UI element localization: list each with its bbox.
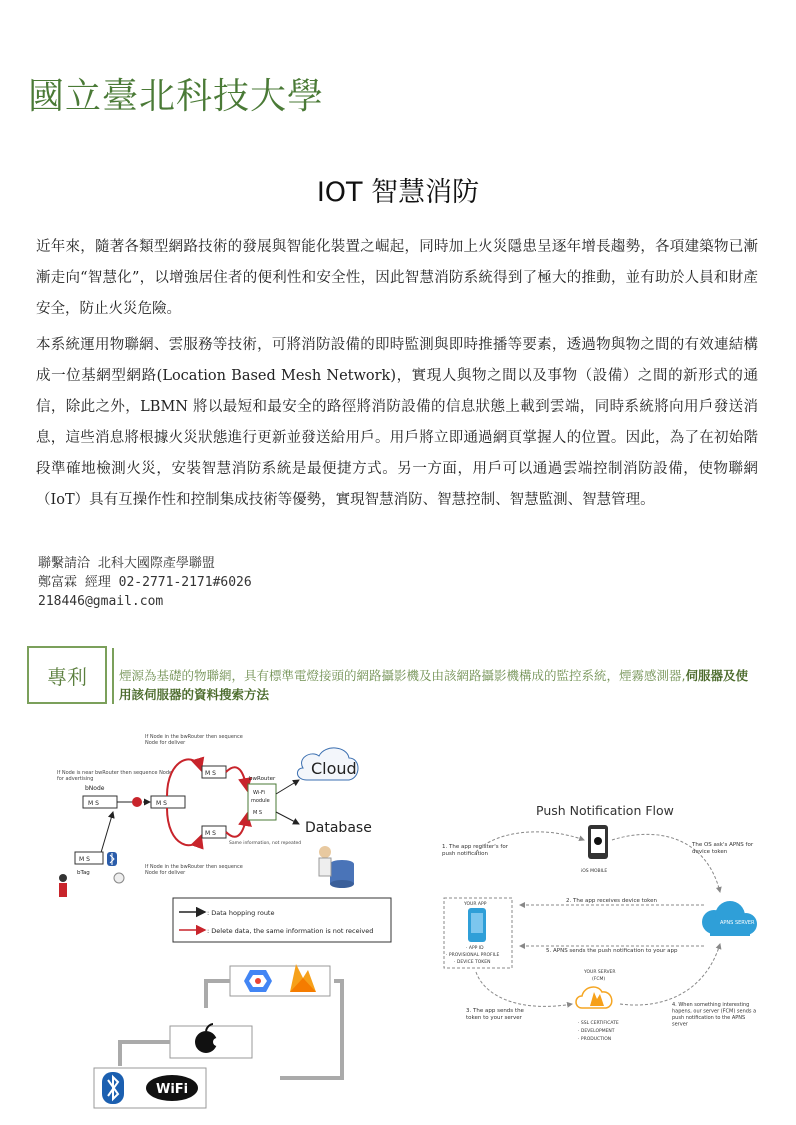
bnode-label: bNode xyxy=(85,785,105,792)
step1-label: 1. The app register's for push notification xyxy=(442,844,508,857)
patent-description xyxy=(119,666,749,704)
step5-label: 5. APNS sends the push notification to your app xyxy=(546,948,678,954)
legend-delete: : Delete data, the same information is not received xyxy=(207,927,374,935)
devtok-label: · DEVICE TOKEN xyxy=(454,960,491,965)
your-server-label: YOUR SERVER xyxy=(584,970,616,975)
university-name: 國立臺北科技大學 xyxy=(28,76,325,117)
device-icon xyxy=(114,873,124,883)
phone-icon xyxy=(588,825,608,859)
database-icon xyxy=(319,846,354,888)
database-label: Database xyxy=(305,820,372,836)
red-node xyxy=(132,797,142,807)
patent-text-bold: 伺服器及使用該伺服器的資料搜索方法 xyxy=(119,668,748,702)
your-app-label: YOUR APP xyxy=(464,902,487,907)
fcm-label: (FCM) xyxy=(592,977,606,982)
apns-label: APNS SERVER xyxy=(720,920,755,926)
system-paragraph: 本系統運用物聯網、雲服務等技術，可將消防設備的即時監測與即時推播等要素，透過物與物之間的有效連結構成一位基網型網路(Location Based Mesh Network)，實現人與物之間以及事物（設備）之間的新形式的通信，除此之外，LBMN 將以最短和最安全的路徑將消防設備的信息狀態上載到雲端，同時系統將向用戶發送消息，這些消息將根據火災狀態進行更新並發送給用戶。用戶將立即通過網頁掌握人的位置。因此，為了在初始階段準確地檢測火災，安裝智慧消防系統是最便捷方式。另一方面，用戶可以通過雲端控制消防設備，使物聯網（IoT）具有互操作性和控制集成技術等優勢，實現智慧消防、智慧控制、智慧監測、智慧管理。 xyxy=(36,337,758,508)
router-label: bwRouter xyxy=(249,776,276,782)
person-icon xyxy=(59,874,67,897)
flow-title: Push Notification Flow xyxy=(536,803,674,818)
bluetooth-icon xyxy=(102,1072,124,1104)
prod-label: · PRODUCTION xyxy=(578,1037,612,1042)
note-mid: Same information, not repeated xyxy=(229,841,302,846)
note-left: If Node is near bwRouter then sequence Node for advertising xyxy=(57,770,173,782)
push-notification-flow xyxy=(436,800,786,1050)
step4-label: 4. When something interesting hapens, our server (FCM) sends a push notification to the APNS server xyxy=(672,1002,757,1028)
router-wifi: Wi-Fi xyxy=(253,790,265,796)
legend-box xyxy=(173,898,391,942)
contact-block xyxy=(38,554,252,611)
apns-ask-label: The OS ask's APNS for device token xyxy=(692,842,754,855)
prov-label: · PROVISIONAL PROFILE xyxy=(446,953,500,958)
ios-label: iOS MOBILE xyxy=(581,869,608,874)
legend-hop: : Data hopping route xyxy=(207,909,275,917)
patent-text-plain: 煙源為基礎的物聯網，具有標準電燈接頭的網路攝影機及由該網路攝影機構成的監控系統，煙霧感測器, xyxy=(119,668,686,683)
patent-label: 專利 xyxy=(27,646,107,704)
wifi-icon xyxy=(146,1075,198,1101)
page-title: IOT 智慧消防 xyxy=(316,177,480,208)
contact-email: 218446@gmail.com xyxy=(38,594,164,609)
top-ms: M S xyxy=(205,770,216,777)
cloud-label: Cloud xyxy=(311,759,357,778)
center-ms: M S xyxy=(156,800,167,807)
contact-org: 聯繫請洽 北科大國際產學聯盟 xyxy=(38,556,215,571)
note-bottom: If Node in the bwRouter then sequence Node for deliver xyxy=(145,864,243,876)
bluetooth-icon xyxy=(107,852,117,866)
note-top: If Node in the bwRouter then sequence Node for deliver xyxy=(145,734,243,746)
mesh-network-diagram xyxy=(55,728,395,948)
apns-cloud-icon xyxy=(702,901,757,936)
router-module: module xyxy=(251,798,270,804)
btag-ms: M S xyxy=(79,856,90,863)
step2-label: 2. The app receives device token xyxy=(566,898,657,904)
step3-label: 3. The app sends the token to your server xyxy=(466,1008,524,1021)
router-ms: M S xyxy=(253,810,263,816)
bottom-ms: M S xyxy=(205,830,216,837)
app-phone-icon xyxy=(468,908,486,942)
wifi-label: WiFi xyxy=(156,1082,189,1097)
bnode-ms: M S xyxy=(88,800,99,807)
patent-divider xyxy=(112,648,114,704)
server-cloud-icon xyxy=(576,987,612,1008)
ssl-label: · SSL CERTIFICATE xyxy=(578,1021,619,1026)
app-id-label: · APP ID xyxy=(466,946,484,951)
platform-diagram xyxy=(90,948,350,1116)
intro-paragraph: 近年來，隨著各類型網路技術的發展與智能化裝置之崛起，同時加上火災隱患呈逐年增長趨勢，各項建築物已漸漸走向“智慧化”，以增強居住者的便利性和安全性，因此智慧消防系統得到了極大的推動，並有助於人員和財產安全，防止火災危險。 xyxy=(36,239,758,317)
dev-label: · DEVELOPMENT xyxy=(578,1029,615,1034)
contact-person: 鄭富霖 經理 02-2771-2171#6026 xyxy=(38,575,252,590)
btag-label: bTag xyxy=(77,870,90,876)
